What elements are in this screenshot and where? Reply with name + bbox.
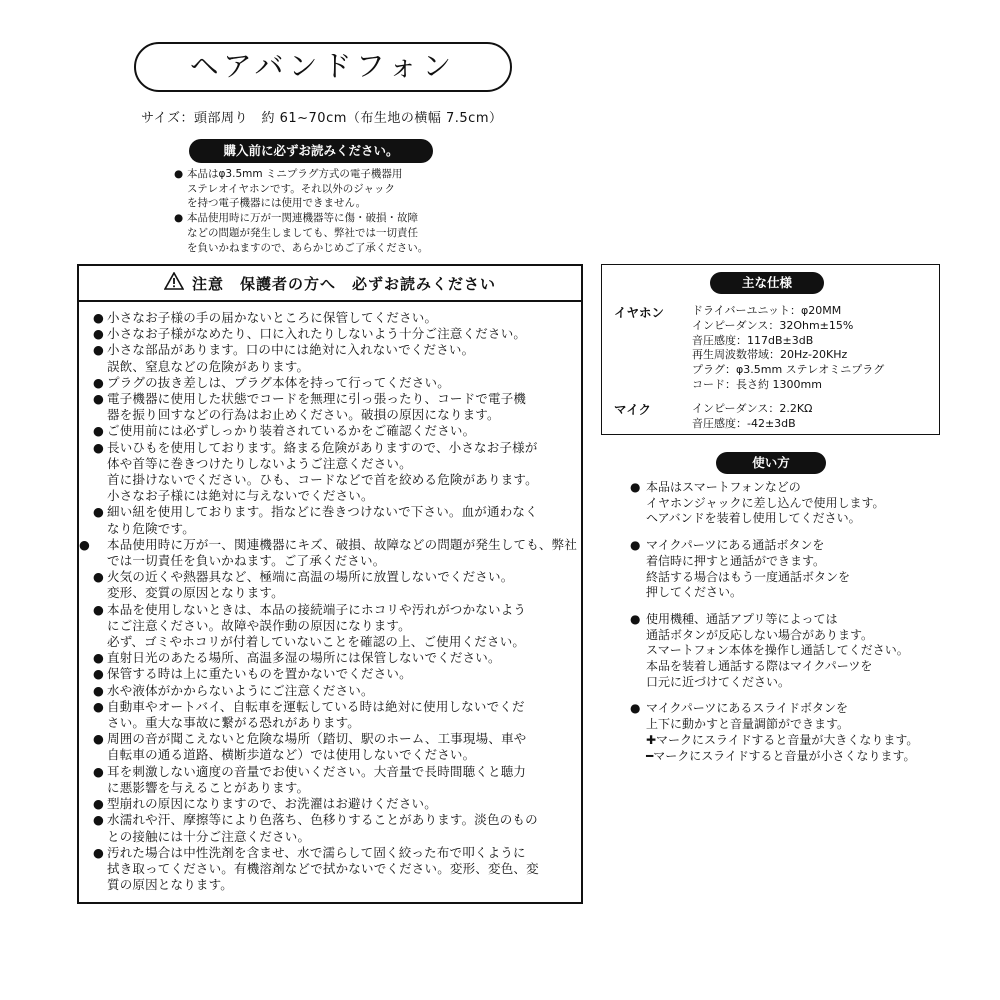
caution-line: 自転車の通る道路、横断歩道など）では使用しないでください。 xyxy=(107,747,476,763)
bullet-icon: ● xyxy=(93,844,105,860)
usage-line: 押してください。 xyxy=(646,585,743,600)
bullet-icon: ● xyxy=(93,698,105,714)
usage-list xyxy=(630,480,918,775)
bullet-icon: ● xyxy=(93,504,105,520)
bullet-icon: ● xyxy=(630,701,641,716)
caution-line: 汚れた場合は中性洗剤を含ませ、水で濡らして固く絞った布で叩くように xyxy=(107,844,526,860)
bullet-icon: ● xyxy=(93,342,105,358)
usage-line: 終話する場合はもう一度通話ボタンを xyxy=(646,569,851,584)
caution-line: 自動車やオートバイ、自転車を運転している時は絶対に使用しないでくだ xyxy=(107,698,525,714)
notice-line: 本品はφ3.5mm ミニプラグ方式の電子機器用 xyxy=(187,168,403,180)
caution-line: 耳を刺激しない適度の音量でお使いください。大音量で長時間聴くと聴力 xyxy=(107,763,527,779)
earphone-label: イヤホン xyxy=(614,305,665,320)
caution-line: 保管する時は上に重たいものを置かないでください。 xyxy=(107,666,412,682)
caution-line: 小さな部品があります。口の中には絶対に入れないでください。 xyxy=(107,342,475,358)
usage-line: 口元に近づけてください。 xyxy=(646,674,791,689)
caution-item xyxy=(93,699,583,731)
caution-line: 変形、変質の原因となります。 xyxy=(107,585,284,601)
notice-line: などの問題が発生しましても、弊社では一切責任 xyxy=(187,226,418,239)
usage-line: 本品はスマートフォンなどの xyxy=(646,480,801,494)
usage-line: ✚マークにスライドすると音量が大きくなります。 xyxy=(646,732,919,747)
caution-list xyxy=(79,310,583,893)
caution-item xyxy=(93,423,583,439)
notice-line: ステレオイヤホンです。それ以外のジャック xyxy=(187,182,396,195)
mic-label: マイク xyxy=(614,402,652,417)
caution-line: 質の原因となります。 xyxy=(107,877,234,893)
caution-line: さい。重大な事故に繋がる恐れがあります。 xyxy=(107,715,361,731)
usage-line: イヤホンジャックに差し込んで使用します。 xyxy=(646,495,885,510)
usage-item xyxy=(630,612,918,691)
caution-item xyxy=(93,666,583,682)
bullet-icon: ● xyxy=(93,796,105,812)
caution-line: 誤飲、窒息などの危険があります。 xyxy=(107,358,310,374)
usage-line: ヘアバンドを装着し使用してください。 xyxy=(646,511,861,526)
bullet-icon: ● xyxy=(174,212,184,225)
earphone-spec-line: ドライバーユニット：φ20MM xyxy=(692,304,842,317)
earphone-spec-line: 音圧感度：117dB±3dB xyxy=(692,333,814,347)
bullet-icon: ● xyxy=(93,423,105,439)
caution-line: ご使用前には必ずしっかり装着されているかをご確認ください。 xyxy=(107,423,476,439)
earphone-spec-line: インピーダンス：32Ohm±15% xyxy=(692,318,854,332)
caution-line: 体や首等に巻きつけたりしないようご注意ください。 xyxy=(107,455,412,471)
bullet-icon: ● xyxy=(93,310,105,325)
usage-line: 上下に動かすと音量調節ができます。 xyxy=(646,717,850,732)
caution-line: なり危険です。 xyxy=(107,520,195,536)
caution-item xyxy=(93,569,583,601)
caution-line: 長いひもを使用しております。絡まる危険がありますので、小さなお子様が xyxy=(107,439,538,455)
caution-line: プラグの抜き差しは、プラグ本体を持って行ってください。 xyxy=(107,374,450,390)
caution-header xyxy=(79,266,581,302)
bullet-icon: ● xyxy=(93,374,105,390)
caution-item xyxy=(93,796,583,812)
bullet-icon: ● xyxy=(630,480,641,494)
bullet-icon: ● xyxy=(93,682,105,698)
caution-item xyxy=(93,504,583,536)
earphone-spec-line: コード：長さ約 1300mm xyxy=(692,377,822,391)
notice-item xyxy=(174,211,428,255)
bullet-icon: ● xyxy=(93,439,105,455)
bullet-icon: ● xyxy=(630,538,641,553)
caution-line: 必ず、ゴミやホコリが付着していないことを確認の上、ご使用ください。 xyxy=(107,634,526,650)
caution-item xyxy=(93,812,583,844)
bullet-icon: ● xyxy=(93,391,105,407)
caution-line: 首に掛けないでください。ひも、コードなどで首を絞める危険があります。 xyxy=(107,472,538,488)
notice-heading: 購入前に必ずお読みください。 xyxy=(189,139,433,163)
caution-item xyxy=(93,731,583,763)
caution-heading: 注意 保護者の方へ 必ずお読みください xyxy=(191,275,496,293)
caution-line: 直射日光のあたる場所、高温多湿の場所には保管しないでください。 xyxy=(107,650,501,666)
bullet-icon: ● xyxy=(93,326,105,342)
mic-spec-line: 音圧感度：-42±3dB xyxy=(692,416,796,430)
caution-line: にご注意ください。故障や誤作動の原因になります。 xyxy=(107,617,411,633)
caution-item xyxy=(93,602,583,651)
caution-item xyxy=(93,650,583,666)
usage-item xyxy=(630,480,918,527)
specs-heading: 主な仕様 xyxy=(710,272,824,294)
caution-line: 器を振り回すなどの行為はお止めください。破損の原因になります。 xyxy=(107,407,500,423)
usage-line: 使用機種、通話アプリ等によっては xyxy=(646,611,838,626)
mic-specs xyxy=(692,402,812,432)
warning-icon xyxy=(164,267,184,303)
caution-line: 電子機器に使用した状態でコードを無理に引っ張ったり、コードで電子機 xyxy=(107,391,527,407)
bullet-icon: ● xyxy=(174,168,184,180)
caution-line: 本品使用時に万が一、関連機器にキズ、破損、故障などの問題が発生しても、弊社では一切責任を負いかねます。ご了承ください。 xyxy=(107,536,578,569)
bullet-icon: ● xyxy=(93,601,105,617)
notice-line: を負いかねますので、あらかじめご了承ください。 xyxy=(187,241,429,254)
bullet-icon: ● xyxy=(93,650,105,666)
bullet-icon: ● xyxy=(79,536,91,552)
caution-line: 型崩れの原因になりますので、お洗濯はお避けください。 xyxy=(107,796,437,812)
notice-line: を持つ電子機器には使用できません。 xyxy=(187,197,367,210)
bullet-icon: ● xyxy=(93,763,105,779)
caution-line: に悪影響を与えることがあります。 xyxy=(107,779,310,795)
caution-line: との接触には十分ご注意ください。 xyxy=(107,828,311,844)
caution-line: 水濡れや汗、摩擦等により色落ち、色移りすることがあります。淡色のもの xyxy=(107,812,538,828)
caution-line: 小さなお子様の手の届かないところに保管してください。 xyxy=(107,310,438,325)
notice-list xyxy=(174,167,428,255)
earphone-spec-line: プラグ：φ3.5mm ステレオミニプラグ xyxy=(692,363,885,377)
usage-line: 着信時に押すと通話ができます。 xyxy=(646,553,826,568)
caution-line: 周囲の音が聞こえないと危険な場所（踏切、駅のホーム、工事現場、車や xyxy=(107,731,527,747)
notice-item xyxy=(174,167,428,211)
caution-line: 小さなお子様がなめたり、口に入れたりしないよう十分ご注意ください。 xyxy=(107,326,527,342)
caution-line: 本品を使用しないときは、本品の接続端子にホコリや汚れがつかないよう xyxy=(107,601,527,617)
caution-item xyxy=(93,342,583,374)
notice-line: 本品使用時に万が一関連機器等に傷・破損・故障 xyxy=(187,212,418,225)
caution-item xyxy=(93,310,583,326)
mic-spec-line: インピーダンス：2.2KΩ xyxy=(692,402,813,415)
caution-line: 水や液体がかからないようにご注意ください。 xyxy=(107,682,374,698)
bullet-icon: ● xyxy=(93,731,105,747)
earphone-spec-line: 再生周波数帯域：20Hz-20KHz xyxy=(692,348,848,362)
usage-line: マイクパーツにあるスライドボタンを xyxy=(646,701,848,716)
earphone-specs xyxy=(692,304,884,393)
bullet-icon: ● xyxy=(93,569,105,585)
caution-item xyxy=(79,536,583,569)
caution-item xyxy=(93,326,583,342)
bullet-icon: ● xyxy=(630,611,641,626)
usage-heading: 使い方 xyxy=(716,452,826,474)
caution-item xyxy=(93,845,583,894)
caution-item xyxy=(93,391,583,423)
caution-line: 細い紐を使用しております。指などに巻きつけないで下さい。血が通わなく xyxy=(107,504,538,520)
caution-item xyxy=(93,683,583,699)
usage-line: ━マークにスライドすると音量が小さくなります。 xyxy=(646,748,916,763)
usage-item xyxy=(630,701,918,764)
caution-line: 拭き取ってください。有機溶剤などで拭かないでください。変形、変色、変 xyxy=(107,860,539,876)
caution-line: 火気の近くや熱器具など、極端に高温の場所に放置しないでください。 xyxy=(107,569,514,585)
page-title: ヘアバンドフォン xyxy=(134,42,512,92)
usage-line: スマートフォン本体を操作し通話してください。 xyxy=(646,643,909,658)
caution-box xyxy=(77,264,583,904)
bullet-icon: ● xyxy=(93,666,105,682)
caution-item xyxy=(93,764,583,796)
usage-line: マイクパーツにある通話ボタンを xyxy=(646,538,825,553)
bullet-icon: ● xyxy=(93,812,105,828)
usage-line: 本品を装着し通話する際はマイクパーツを xyxy=(646,659,873,674)
usage-item xyxy=(630,538,918,601)
caution-line: 小さなお子様には絶対に与えないでください。 xyxy=(107,488,374,504)
usage-line: 通話ボタンが反応しない場合があります。 xyxy=(646,627,874,642)
caution-item xyxy=(93,440,583,505)
size-info: サイズ：頭部周り 約 61~70cm（布生地の横幅 7.5cm） xyxy=(141,111,503,126)
caution-item xyxy=(93,375,583,391)
